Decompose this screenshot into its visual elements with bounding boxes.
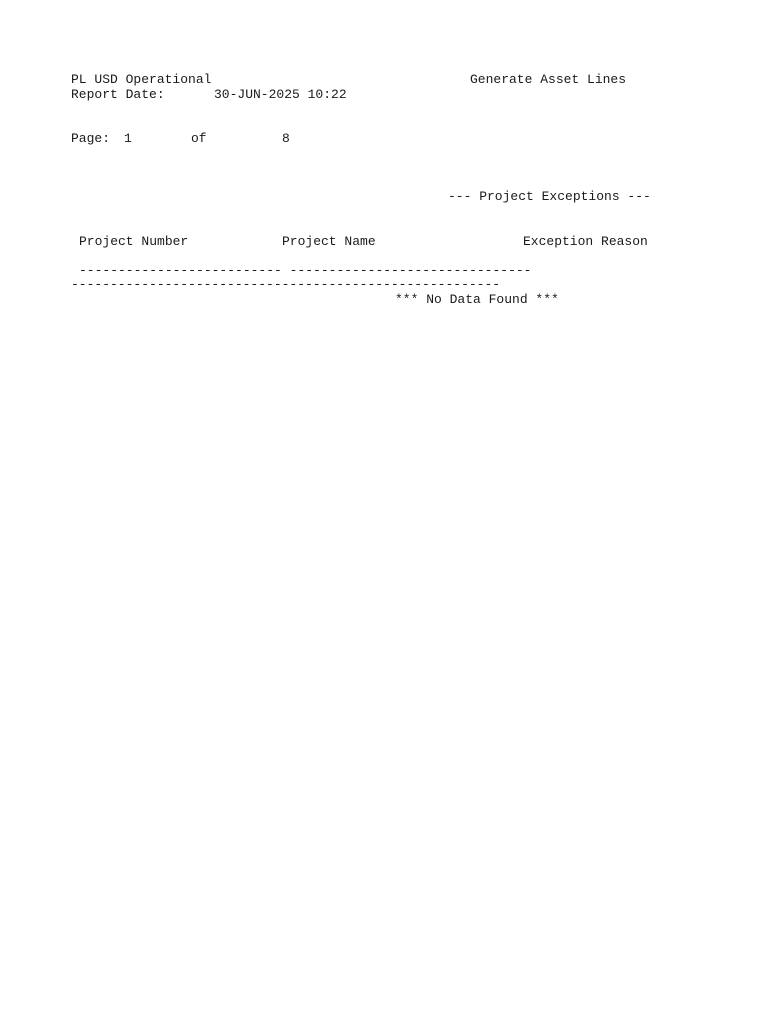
separator-line-2: ------------------------------------------------------- <box>71 277 501 292</box>
report-title: Generate Asset Lines <box>470 72 627 87</box>
page-label: Page: <box>71 131 111 146</box>
column-header-exception-reason: Exception Reason <box>523 234 648 249</box>
org-name: PL USD Operational <box>71 72 212 87</box>
column-header-project-name: Project Name <box>282 234 376 249</box>
section-title: --- Project Exceptions --- <box>448 189 651 204</box>
of-label: of <box>191 131 207 146</box>
separator-line-1: -------------------------- ------------------------------- <box>79 263 532 278</box>
column-header-project-number: Project Number <box>79 234 189 249</box>
report-date-value: 30-JUN-2025 10:22 <box>214 87 347 102</box>
current-page: 1 <box>124 131 132 146</box>
report-date-label: Report Date: <box>71 87 165 102</box>
no-data-message: *** No Data Found *** <box>395 292 559 307</box>
total-pages: 8 <box>282 131 290 146</box>
